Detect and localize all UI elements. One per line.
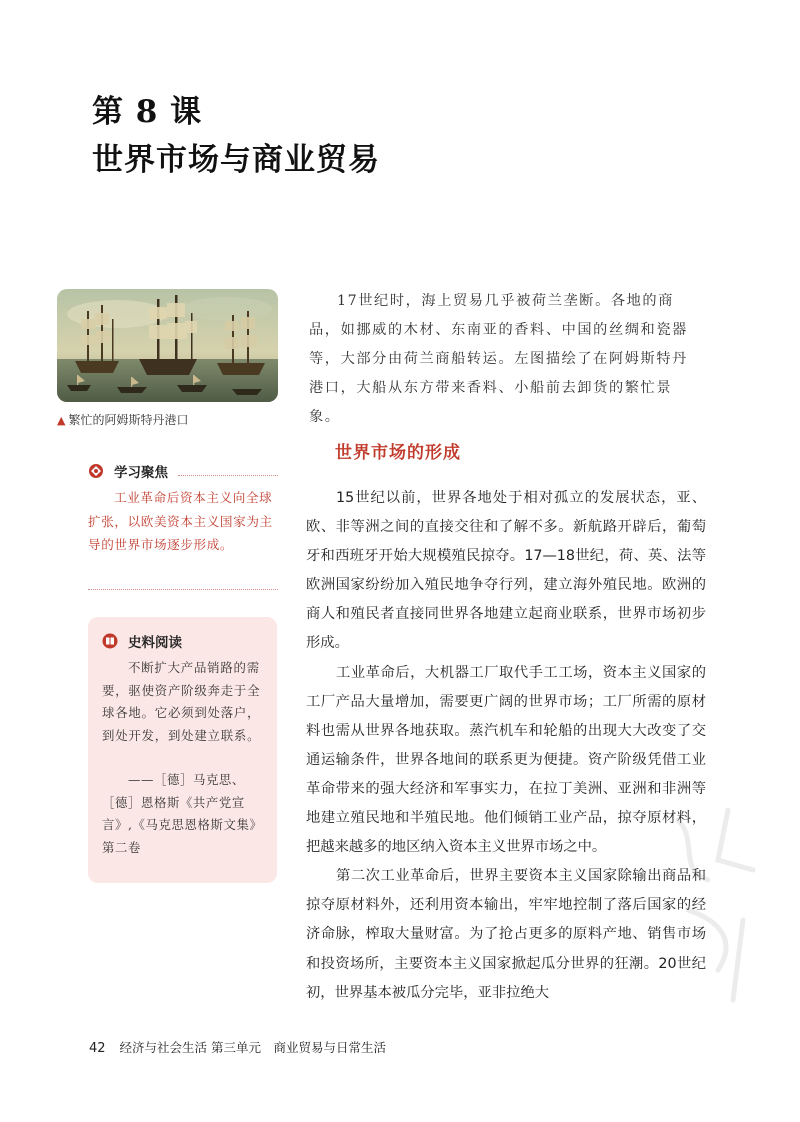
body-paragraph: 工业革命后，大机器工厂取代手工工场，资本主义国家的工厂产品大量增加，需要更广阔的世界市场；工厂所需的原材料也需从世界各地获取。蒸汽机车和轮船的出现大大改变了交通运输条件，世界各地间的联系更为便捷。资产阶级凭借工业革命带来的强大经济和军事实力，在拉丁美洲、亚洲和非洲等地建立殖民地和半殖民地。他们倾销工业产品，掠夺原材料，把越来越多的地区纳入资本主义世界市场之中。: [306, 664, 706, 856]
watermark-graphic: [658, 800, 778, 1020]
figure-caption: [57, 411, 188, 428]
body-paragraph: 15世纪以前，世界各地处于相对孤立的发展状态，亚、欧、非等洲之间的直接交往和了解不多。新航路开辟后，葡萄牙和西班牙开始大规模殖民掠夺。17—18世纪，荷、英、法等欧洲国家纷纷加入殖民地争夺行列，建立海外殖民地。欧洲的商人和殖民者直接同世界各地建立起商业联系，世界市场初步形成。: [306, 490, 706, 652]
study-focus-text: 工业革命后资本主义向全球扩张，以欧美资本主义国家为主导的世界市场逐步形成。: [88, 490, 273, 552]
triangle-marker-icon: ▲: [57, 414, 66, 427]
dotted-divider: [88, 589, 278, 590]
lesson-title: 世界市场与商业贸易: [92, 142, 380, 178]
intro-paragraph: 17世纪时，海上贸易几乎被荷兰垄断。各地的商品，如挪威的木材、东南亚的香料、中国的丝绸和瓷器等，大部分由荷兰商船转运。左图描绘了在阿姆斯特丹港口，大船从东方带来香料、小船前去卸货的繁忙景象。: [309, 293, 688, 425]
study-focus-label: 学习聚焦: [114, 465, 168, 481]
source-reading-box: [88, 617, 277, 883]
lesson-number: 第 8 课: [92, 94, 203, 130]
source-reading-label: 史料阅读: [128, 635, 182, 651]
section-body: [306, 484, 706, 1008]
page-number: 42: [89, 1041, 106, 1056]
footer-text: 经济与社会生活 第三单元 商业贸易与日常生活: [119, 1040, 387, 1055]
source-reading-header: [102, 631, 182, 651]
study-focus-box: [88, 460, 278, 557]
book-icon: [102, 633, 118, 649]
caption-text: 繁忙的阿姆斯特丹港口: [68, 413, 189, 427]
page-footer: [89, 1038, 386, 1056]
source-quote: 不断扩大产品销路的需要，驱使资产阶级奔走于全球各地。它必须到处落户，到处开发，到处建立联系。: [102, 660, 261, 743]
harbor-painting: [57, 289, 278, 402]
target-icon: [88, 463, 104, 479]
body-paragraph: 第二次工业革命后，世界主要资本主义国家除输出商品和掠夺原材料外，还利用资本输出，牢牢地控制了落后国家的经济命脉，榨取大量财富。为了抢占更多的原料产地、销售市场和投资场所，主要资本主义国家掀起瓜分世界的狂潮。20世纪初，世界基本被瓜分完毕，亚非拉绝大: [306, 868, 706, 1001]
source-citation: ——［德］马克思、［德］恩格斯《共产党宣言》,《马克思恩格斯文集》第二卷: [102, 772, 263, 855]
dotted-divider: [178, 466, 278, 476]
study-focus-header: [88, 460, 278, 482]
section-heading: 世界市场的形成: [335, 443, 461, 463]
